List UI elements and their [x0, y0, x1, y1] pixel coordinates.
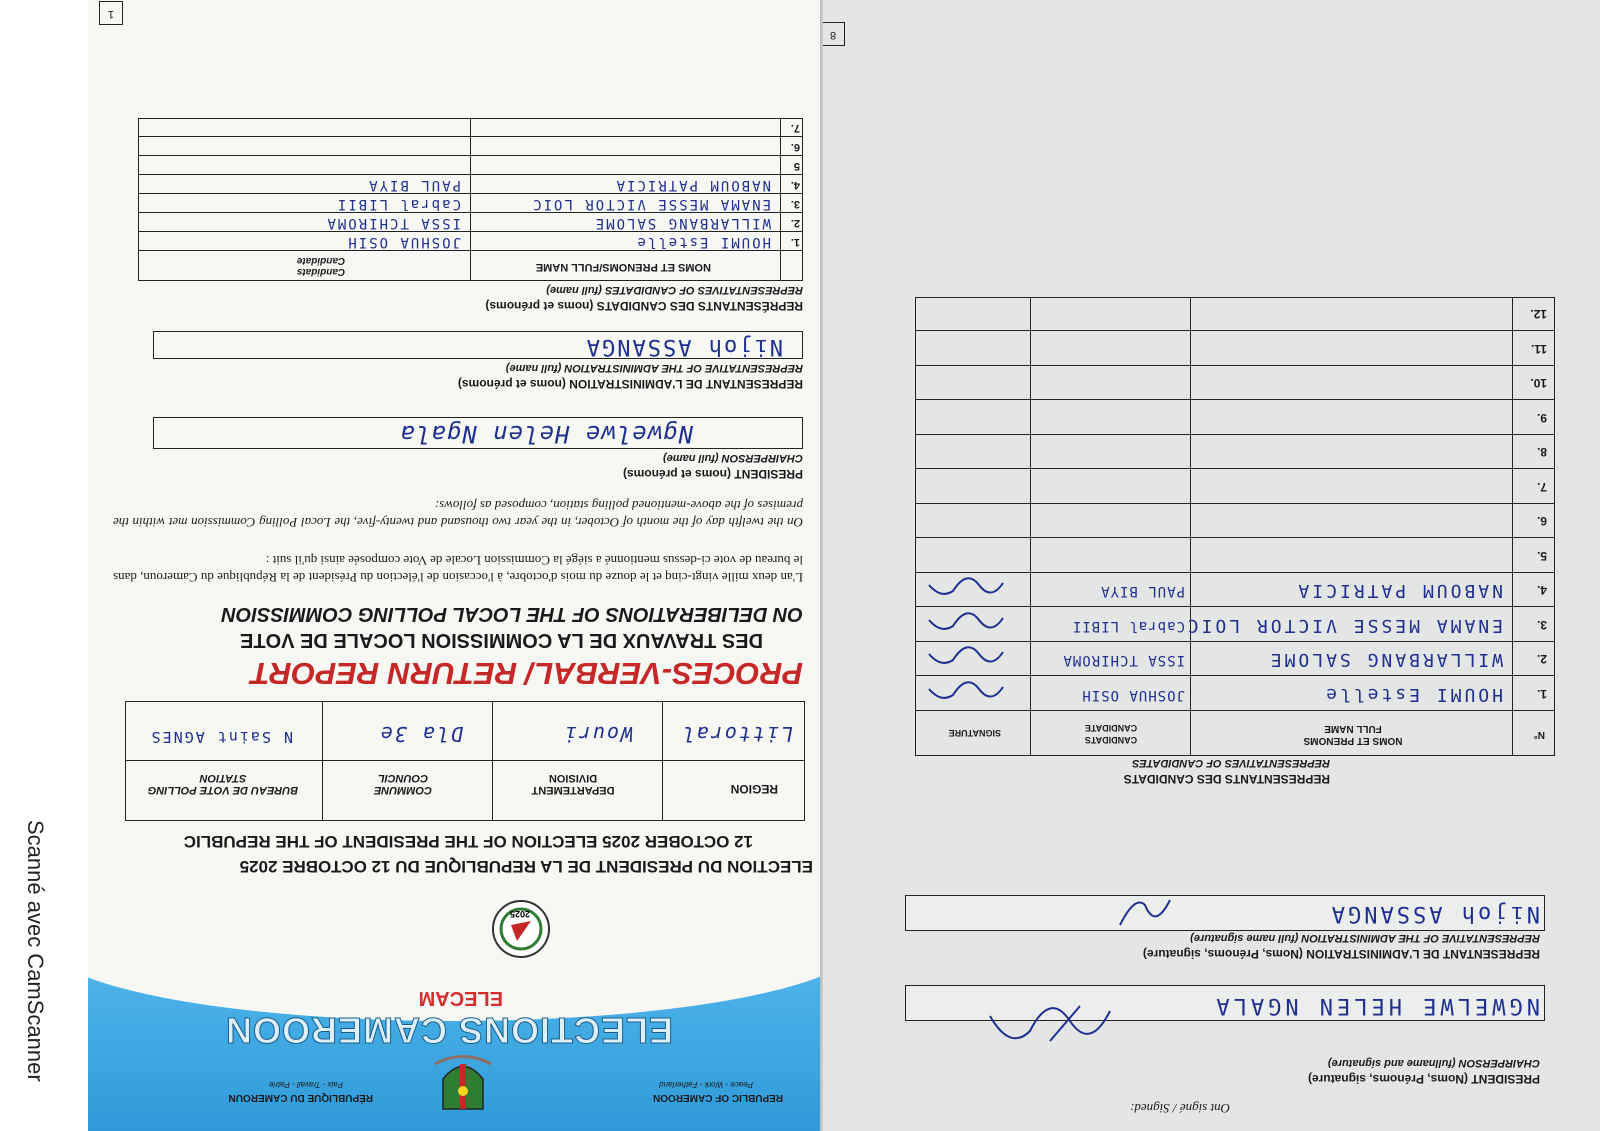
- table-header-candidate: CANDIDATS CANDIDATE: [1084, 723, 1138, 745]
- table-row-line: [138, 231, 803, 232]
- table-row-line: [915, 365, 1555, 366]
- table-row-name: NABOUM PATRICIA: [1295, 580, 1503, 602]
- table-row-candidate: JOSHUA OSIH: [346, 234, 461, 250]
- table-row-candidate: ISSA TCHIROMA: [1062, 652, 1185, 669]
- table-row-name: NABOUM PATRICIA: [614, 177, 771, 193]
- right-candidate-reps-label-en: REPRESENTATIVES OF CANDIDATES: [1131, 757, 1330, 769]
- left-page-number: 1: [99, 1, 123, 25]
- election-2025-logo-icon: [489, 897, 553, 961]
- table-col-divider: [470, 118, 471, 281]
- table-row-line: [915, 676, 1555, 677]
- right-president-value: NGWELWE HELEN NGALA: [1212, 993, 1540, 1018]
- table-row-number: 3.: [1536, 618, 1547, 632]
- table-header-name: NOMS ET PRENOMS FULL NAME: [1303, 723, 1403, 746]
- report-title-main: PROCES-VERBAL/ RETURN REPORT: [250, 656, 803, 691]
- location-table: [125, 701, 805, 821]
- admin-signature-icon: [1110, 891, 1180, 935]
- candidate-rep-signature-icon: [921, 576, 1011, 606]
- table-row-candidate: Cabral LIBII: [1071, 618, 1185, 634]
- motto-fr: Paix - Travail - Patrie: [268, 1080, 343, 1089]
- right-admin-rep-label-en: REPRESENTATIVE OF THE ADMINISTRATION (full name signature): [1190, 932, 1540, 944]
- table-header-candidate: Candidats Candidate: [296, 255, 346, 277]
- motto-en: Peace - Work - Fatherland: [659, 1080, 753, 1089]
- table-row-number: 2.: [1536, 652, 1547, 667]
- table-row-number: 4.: [790, 179, 800, 191]
- table-col-divider: [780, 118, 781, 281]
- location-col-divider-1: [662, 701, 663, 821]
- table-row-line: [915, 607, 1555, 608]
- right-admin-rep-label-fr: REPRESENTANT DE L'ADMINISTRATION (Noms, Prénoms, signature): [1142, 947, 1540, 961]
- table-row-number: 5: [793, 160, 800, 172]
- right-admin-rep-value: Nijoh ASSANGA: [1328, 901, 1540, 926]
- president-signature-icon: [980, 991, 1120, 1061]
- location-value-region: Littoral: [680, 722, 793, 746]
- agency-name: ELECTIONS CAMEROON: [224, 1010, 673, 1051]
- table-row-line: [915, 503, 1555, 504]
- table-row-line: [138, 136, 803, 137]
- left-page: [88, 0, 823, 1131]
- table-row-number: 10.: [1530, 376, 1547, 391]
- coat-of-arms-icon: [433, 1049, 493, 1119]
- table-header-name: NOMS ET PRENOMS/FULL NAME: [535, 261, 711, 273]
- admin-rep-value: Nijoh ASSANGA: [584, 334, 783, 359]
- location-value-council: Dla 3e: [378, 722, 463, 746]
- table-row-line: [915, 434, 1555, 435]
- table-row-line: [915, 641, 1555, 642]
- table-header-no: N°: [1533, 729, 1545, 740]
- table-row-name: HOUMI Estelle: [1323, 684, 1503, 705]
- admin-rep-label-fr: REPRESENTANT DE L'ADMINISTRATION (noms et prénoms): [457, 377, 803, 391]
- president-label-en: CHAIRPERSON (full name): [663, 452, 803, 464]
- scanner-watermark-text: Scanné avec CamScanner: [23, 820, 48, 1082]
- location-header-region: REGION: [730, 782, 778, 796]
- table-row-line: [915, 469, 1555, 470]
- svg-text:2025: 2025: [509, 909, 530, 919]
- table-row-name: WILLARBANG SALOME: [1267, 649, 1503, 671]
- table-row-number: 11.: [1530, 342, 1547, 356]
- table-row-line: [915, 710, 1555, 711]
- scanner-watermark: [8, 820, 68, 1100]
- table-row-line: [138, 155, 803, 156]
- table-row-number: 7.: [1536, 480, 1547, 494]
- table-row-line: [138, 250, 803, 251]
- table-row-number: 6.: [1536, 514, 1547, 529]
- republic-en: REPUBLIC OF CAMEROON: [653, 1092, 783, 1103]
- location-col-divider-3: [322, 701, 323, 821]
- table-row-line: [915, 572, 1555, 573]
- intro-paragraph-en: On the twelfth day of the month of October, in the year two thousand and twenty-five, the Local Polling Commission met within the premises of the above-mentioned polling station, composed as follows:: [113, 498, 803, 530]
- table-row-line: [915, 538, 1555, 539]
- right-page-number: 8: [823, 22, 845, 46]
- table-row-number: 1.: [790, 236, 800, 248]
- report-title-fr: DES TRAVAUX DE LA COMMISSION LOCALE DE VOTE: [240, 629, 763, 651]
- republic-fr: RÉPUBLIQUE DU CAMEROUN: [228, 1092, 373, 1103]
- left-page-content: [88, 0, 823, 1131]
- candidate-rep-signature-icon: [921, 610, 1011, 640]
- location-header-division: DEPARTEMENT DIVISION: [531, 772, 615, 796]
- table-row-number: 2.: [790, 217, 800, 229]
- table-row-number: 7.: [790, 122, 800, 134]
- intro-paragraph-fr: L'an deux mille vingt-cinq et le douze du mois d'octobre, à l'occasion de l'élection du Président de la République du Cameroun, dans le bureau de vote ci-dessus mentionné a siégé la Commission Locale de Vote composée ainsi qu'il suit :: [113, 553, 803, 585]
- right-president-label-fr: PRESIDENT (Noms, Prénoms, signature): [1307, 1072, 1540, 1086]
- right-page-content: [823, 0, 1600, 1131]
- table-row-number: 12.: [1530, 307, 1547, 322]
- report-title-en: ON DELIBERATIONS OF THE LOCAL POLLING COMMISSION: [221, 603, 803, 625]
- location-table-divider: [125, 760, 805, 761]
- right-page: [823, 0, 1600, 1131]
- location-value-division: Wouri: [562, 722, 633, 746]
- table-row-name: HOUMI Estelle: [635, 234, 771, 250]
- location-header-polling-station: BUREAU DE VOTE POLLING STATION: [147, 772, 299, 796]
- location-header-council: COMMUNE COUNCIL: [373, 772, 433, 796]
- table-row-candidate: JOSHUA OSIH: [1081, 687, 1185, 703]
- table-row-candidate: PAUL BIYA: [367, 177, 461, 193]
- table-row-candidate: PAUL BIYA: [1100, 583, 1185, 600]
- agency-acronym: ELECAM: [418, 987, 503, 1009]
- election-title-en: 12 OCTOBER 2025 ELECTION OF THE PRESIDENT OF THE REPUBLIC: [183, 832, 753, 851]
- table-row-name: ENAMA MESSE VICTOR LOIC: [531, 196, 771, 212]
- table-row-line: [915, 400, 1555, 401]
- right-president-label-en: CHAIRPERSON (fullname and signature): [1327, 1057, 1540, 1069]
- table-row-candidate: Cabral LIBII: [335, 196, 461, 212]
- candidate-reps-label-en: REPRESENTATIVES OF CANDIDATES (full name): [546, 284, 803, 296]
- table-row-number: 8.: [1536, 445, 1547, 460]
- signed-label: Ont signé / Signed:: [1129, 1101, 1230, 1116]
- table-row-number: 5.: [1536, 549, 1547, 563]
- candidate-rep-signature-icon: [921, 679, 1011, 709]
- table-row-number: 4.: [1536, 583, 1547, 598]
- table-row-name: ENAMA MESSE VICTOR LOIC: [1184, 615, 1503, 636]
- table-row-number: 1.: [1536, 687, 1547, 701]
- table-row-number: 3.: [790, 198, 800, 210]
- table-row-candidate: ISSA TCHIROMA: [325, 215, 461, 231]
- candidate-reps-label-fr: REPRÉSENTANTS DES CANDIDATS (noms et prénoms): [485, 299, 803, 313]
- right-candidate-reps-label-fr: REPRESENTANTS DES CANDIDATS: [1123, 772, 1330, 786]
- table-row-name: WILLARBANG SALOME: [593, 215, 771, 231]
- location-col-divider-2: [492, 701, 493, 821]
- table-row-line: [138, 174, 803, 175]
- location-value-polling-station: N Saint AGNES: [149, 728, 293, 746]
- admin-rep-label-en: REPRESENTATIVE OF THE ADMINISTRATION (full name): [505, 362, 803, 374]
- table-row-line: [138, 212, 803, 213]
- table-row-number: 9.: [1536, 411, 1547, 425]
- table-header-signature: SIGNATURE: [948, 728, 1001, 738]
- candidate-rep-signature-icon: [921, 645, 1011, 675]
- table-row-line: [915, 331, 1555, 332]
- table-row-number: 6.: [790, 141, 800, 153]
- election-title-fr: ELECTION DU PRESIDENT DE LA REPUBLIQUE DU 12 OCTOBRE 2025: [239, 857, 813, 876]
- president-label-fr: PRESIDENT (noms et prénoms): [622, 467, 803, 481]
- president-value: Ngwelwe Helen Ngala: [399, 420, 693, 448]
- table-row-line: [138, 193, 803, 194]
